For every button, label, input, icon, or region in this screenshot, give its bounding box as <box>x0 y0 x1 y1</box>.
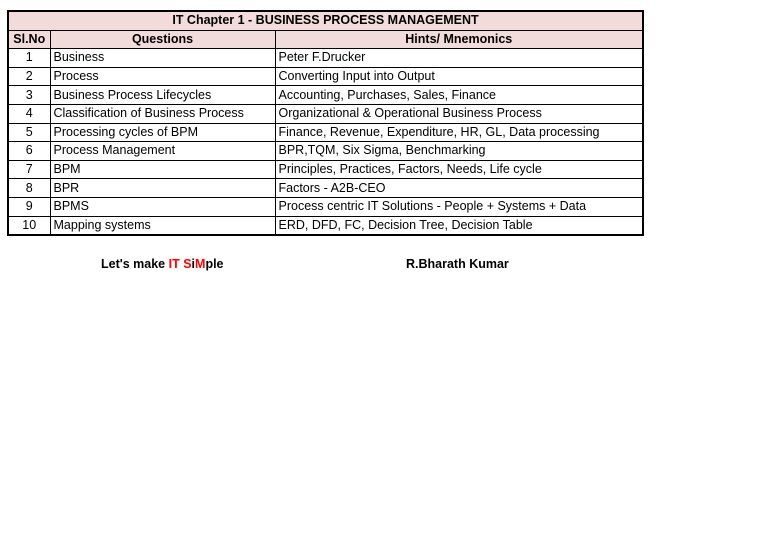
tagline <box>101 257 224 271</box>
hint-cell: Organizational & Operational Business Process <box>275 104 643 123</box>
question-cell: Business Process Lifecycles <box>50 86 275 105</box>
table-body <box>8 49 643 235</box>
row-number-cell: 6 <box>8 142 50 161</box>
hint-cell: ERD, DFD, FC, Decision Tree, Decision Table <box>275 216 643 235</box>
table-row <box>8 160 643 179</box>
question-cell: BPMS <box>50 197 275 216</box>
hint-cell: Principles, Practices, Factors, Needs, Life cycle <box>275 160 643 179</box>
row-number-cell: 4 <box>8 104 50 123</box>
table-row <box>8 216 643 235</box>
hint-cell: Process centric IT Solutions - People + Systems + Data <box>275 197 643 216</box>
hint-cell: Converting Input into Output <box>275 67 643 86</box>
title-row <box>8 11 643 30</box>
question-cell: Business <box>50 49 275 68</box>
table-row <box>8 86 643 105</box>
mnemonics-table <box>7 10 644 236</box>
question-cell: Classification of Business Process <box>50 104 275 123</box>
hint-cell: Accounting, Purchases, Sales, Finance <box>275 86 643 105</box>
column-header-hints: Hints/ Mnemonics <box>275 30 643 49</box>
tagline-text-ple: ple <box>205 257 224 271</box>
table-title: IT Chapter 1 - BUSINESS PROCESS MANAGEMENT <box>8 11 643 30</box>
table-row <box>8 179 643 198</box>
question-cell: BPM <box>50 160 275 179</box>
hint-cell: BPR,TQM, Six Sigma, Benchmarking <box>275 142 643 161</box>
tagline-text-it: IT <box>168 257 180 271</box>
question-cell: Processing cycles of BPM <box>50 123 275 142</box>
row-number-cell: 1 <box>8 49 50 68</box>
column-header-questions: Questions <box>50 30 275 49</box>
row-number-cell: 9 <box>8 197 50 216</box>
table-row <box>8 49 643 68</box>
tagline-text-i: i <box>191 257 196 271</box>
tagline-text-m: M <box>195 257 206 271</box>
row-number-cell: 8 <box>8 179 50 198</box>
column-header-slno: Sl.No <box>8 30 50 49</box>
table-row <box>8 197 643 216</box>
question-cell: Process Management <box>50 142 275 161</box>
row-number-cell: 7 <box>8 160 50 179</box>
row-number-cell: 2 <box>8 67 50 86</box>
question-cell: BPR <box>50 179 275 198</box>
table-row <box>8 123 643 142</box>
row-number-cell: 5 <box>8 123 50 142</box>
table-row <box>8 142 643 161</box>
header-row <box>8 30 643 49</box>
row-number-cell: 3 <box>8 86 50 105</box>
row-number-cell: 10 <box>8 216 50 235</box>
hint-cell: Peter F.Drucker <box>275 49 643 68</box>
table-row <box>8 104 643 123</box>
hint-cell: Finance, Revenue, Expenditure, HR, GL, Data processing <box>275 123 643 142</box>
hint-cell: Factors - A2B-CEO <box>275 179 643 198</box>
author-name: R.Bharath Kumar <box>406 257 509 271</box>
tagline-text-s: S <box>183 257 192 271</box>
tagline-text-1: Let's make <box>101 257 169 271</box>
question-cell: Process <box>50 67 275 86</box>
table-row <box>8 67 643 86</box>
question-cell: Mapping systems <box>50 216 275 235</box>
